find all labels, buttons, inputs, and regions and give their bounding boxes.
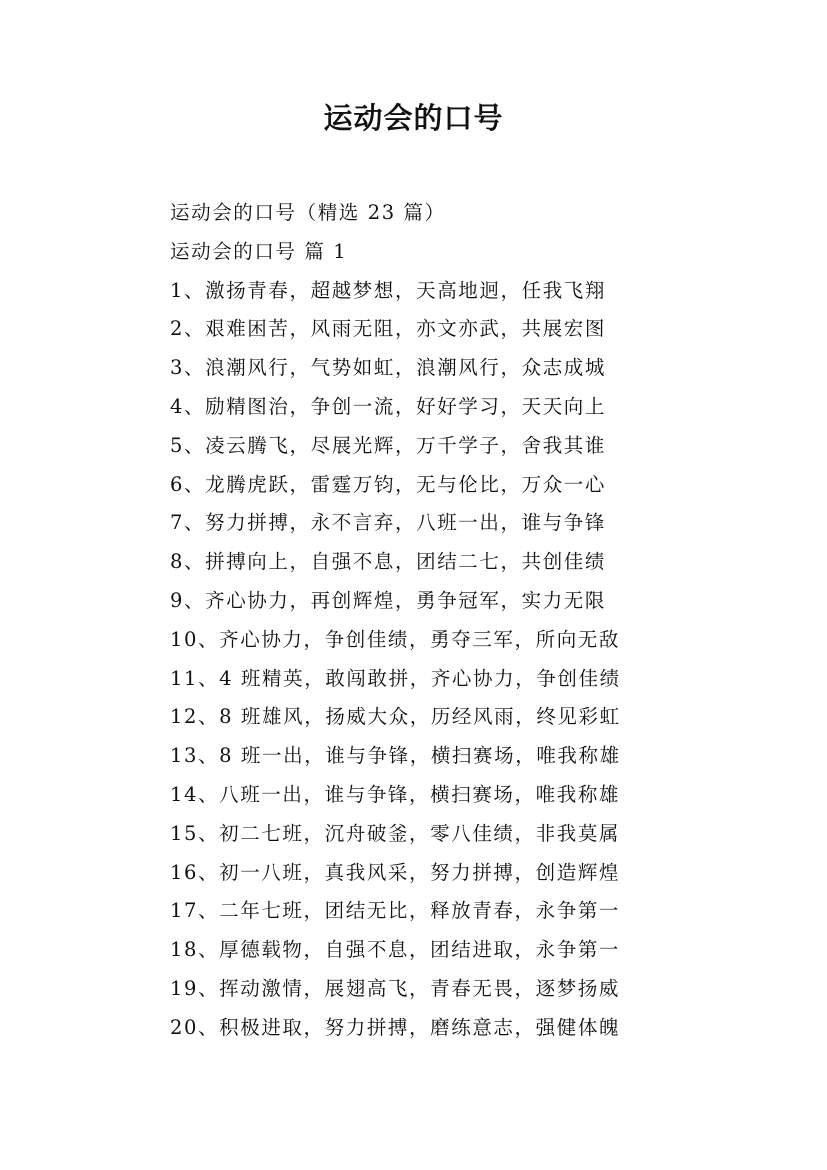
- slogan-item: 14、八班一出，谁与争锋，横扫赛场，唯我称雄: [170, 782, 621, 806]
- slogan-item: 5、凌云腾飞，尽展光辉，万千学子，舍我其谁: [170, 433, 607, 457]
- slogan-item: 18、厚德载物，自强不息，团结进取，永争第一: [170, 938, 621, 962]
- document-subtitle: 运动会的口号（精选 23 篇）: [170, 201, 446, 224]
- slogan-item: 3、浪潮风行，气势如虹，浪潮风行，众志成城: [170, 356, 607, 380]
- slogan-item: 19、挥动激情，展翅高飞，青春无畏，逐梦扬威: [170, 976, 621, 1000]
- document-title: 运动会的口号: [323, 101, 504, 135]
- slogan-item: 20、积极进取，努力拼搏，磨练意志，强健体魄: [170, 1015, 621, 1039]
- slogan-item: 17、二年七班，团结无比，释放青春，永争第一: [170, 899, 621, 923]
- document-body: [170, 194, 670, 1048]
- slogan-item: 9、齐心协力，再创辉煌，勇争冠军，实力无限: [170, 588, 607, 612]
- slogan-item: 8、拼搏向上，自强不息，团结二七，共创佳绩: [170, 550, 607, 574]
- section-heading: 运动会的口号 篇 1: [170, 239, 348, 263]
- slogan-item: 16、初一八班，真我风采，努力拼搏，创造辉煌: [170, 860, 621, 884]
- slogan-item: 2、艰难困苦，风雨无阻，亦文亦武，共展宏图: [170, 317, 607, 341]
- slogan-item: 1、激扬青春，超越梦想，天高地迥，任我飞翔: [170, 278, 607, 302]
- slogan-item: 12、8 班雄风，扬威大众，历经风雨，终见彩虹: [170, 705, 621, 729]
- slogan-item: 6、龙腾虎跃，雷霆万钧，无与伦比，万众一心: [170, 472, 607, 496]
- slogan-item: 11、4 班精英，敢闯敢拼，齐心协力，争创佳绩: [170, 666, 621, 690]
- slogan-item: 15、初二七班，沉舟破釜，零八佳绩，非我莫属: [170, 821, 621, 845]
- slogan-item: 4、励精图治，争创一流，好好学习，天天向上: [170, 394, 607, 418]
- slogan-item: 10、齐心协力，争创佳绩，勇夺三军，所向无敌: [170, 627, 621, 651]
- slogan-item: 7、努力拼搏，永不言弃，八班一出，谁与争锋: [170, 511, 607, 535]
- slogan-item: 13、8 班一出，谁与争锋，横扫赛场，唯我称雄: [170, 744, 621, 768]
